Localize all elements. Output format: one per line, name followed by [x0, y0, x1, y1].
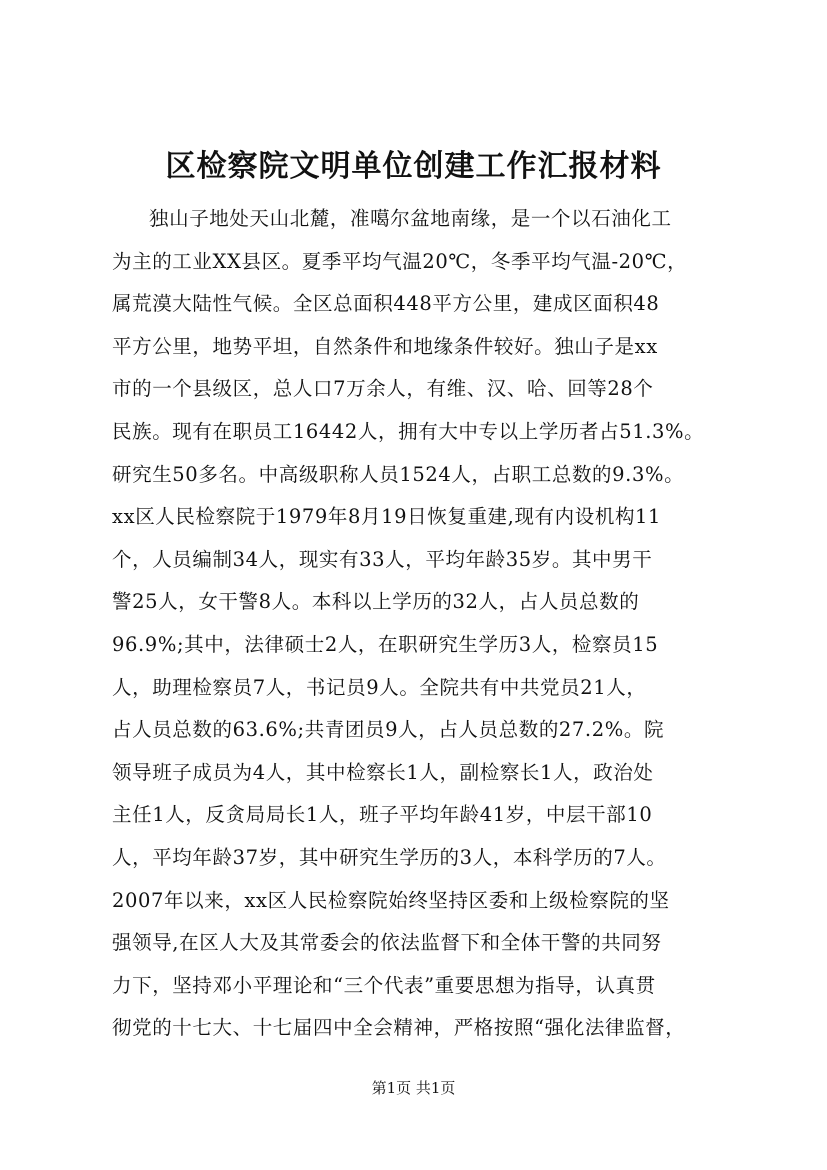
body-line: 民族。现有在职员工16442人，拥有大中专以上学历者占51.3%。 [112, 419, 705, 443]
body-line: 主任1人，反贪局局长1人，班子平均年龄41岁，中层干部10 [112, 803, 653, 827]
body-line: 力下，坚持邓小平理论和“三个代表”重要思想为指导，认真贯 [112, 973, 656, 997]
document-title: 区检察院文明单位创建工作汇报材料 [165, 149, 662, 184]
body-line: 属荒漠大陆性气候。全区总面积448平方公里，建成区面积48 [112, 292, 660, 316]
page-number-footer: 第1页 共1页 [371, 1079, 456, 1097]
document-body [112, 198, 727, 1050]
body-line: 人，平均年龄37岁，其中研究生学历的3人，本科学历的7人。 [112, 845, 667, 869]
body-line: 96.9%;其中，法律硕士2人，在职研究生学历3人，检察员15 [112, 632, 659, 656]
body-line: 2007年以来，xx区人民检察院始终坚持区委和上级检察院的坚 [112, 888, 670, 912]
body-line: 个，人员编制34人，现实有33人，平均年龄35岁。其中男干 [112, 547, 653, 571]
body-line: xx区人民检察院于1979年8月19日恢复重建,现有内设机构11 [112, 505, 662, 529]
body-line: 为主的工业XX县区。夏季平均气温20℃，冬季平均气温-20℃， [112, 249, 688, 273]
body-line: 占人员总数的63.6%;共青团员9人，占人员总数的27.2%。院 [112, 718, 665, 742]
body-line: 市的一个县级区，总人口7万余人，有维、汉、哈、回等28个 [112, 377, 654, 401]
body-line: 领导班子成员为4人，其中检察长1人，副检察长1人，政治处 [112, 760, 654, 784]
body-line: 强领导,在区人大及其常委会的依法监督下和全体干警的共同努 [112, 931, 662, 955]
body-line: 警25人，女干警8人。本科以上学历的32人，占人员总数的 [112, 590, 640, 614]
body-line: 独山子地处天山北麓，准噶尔盆地南缘，是一个以石油化工 [149, 207, 672, 230]
body-line: 人，助理检察员7人，书记员9人。全院共有中共党员21人， [112, 675, 647, 699]
body-line: 彻党的十七大、十七届四中全会精神，严格按照“强化法律监督， [112, 1016, 686, 1040]
body-line: 平方公里，地势平坦，自然条件和地缘条件较好。独山子是xx [112, 334, 658, 358]
body-line: 研究生50多名。中高级职称人员1524人，占职工总数的9.3%。 [112, 462, 685, 486]
